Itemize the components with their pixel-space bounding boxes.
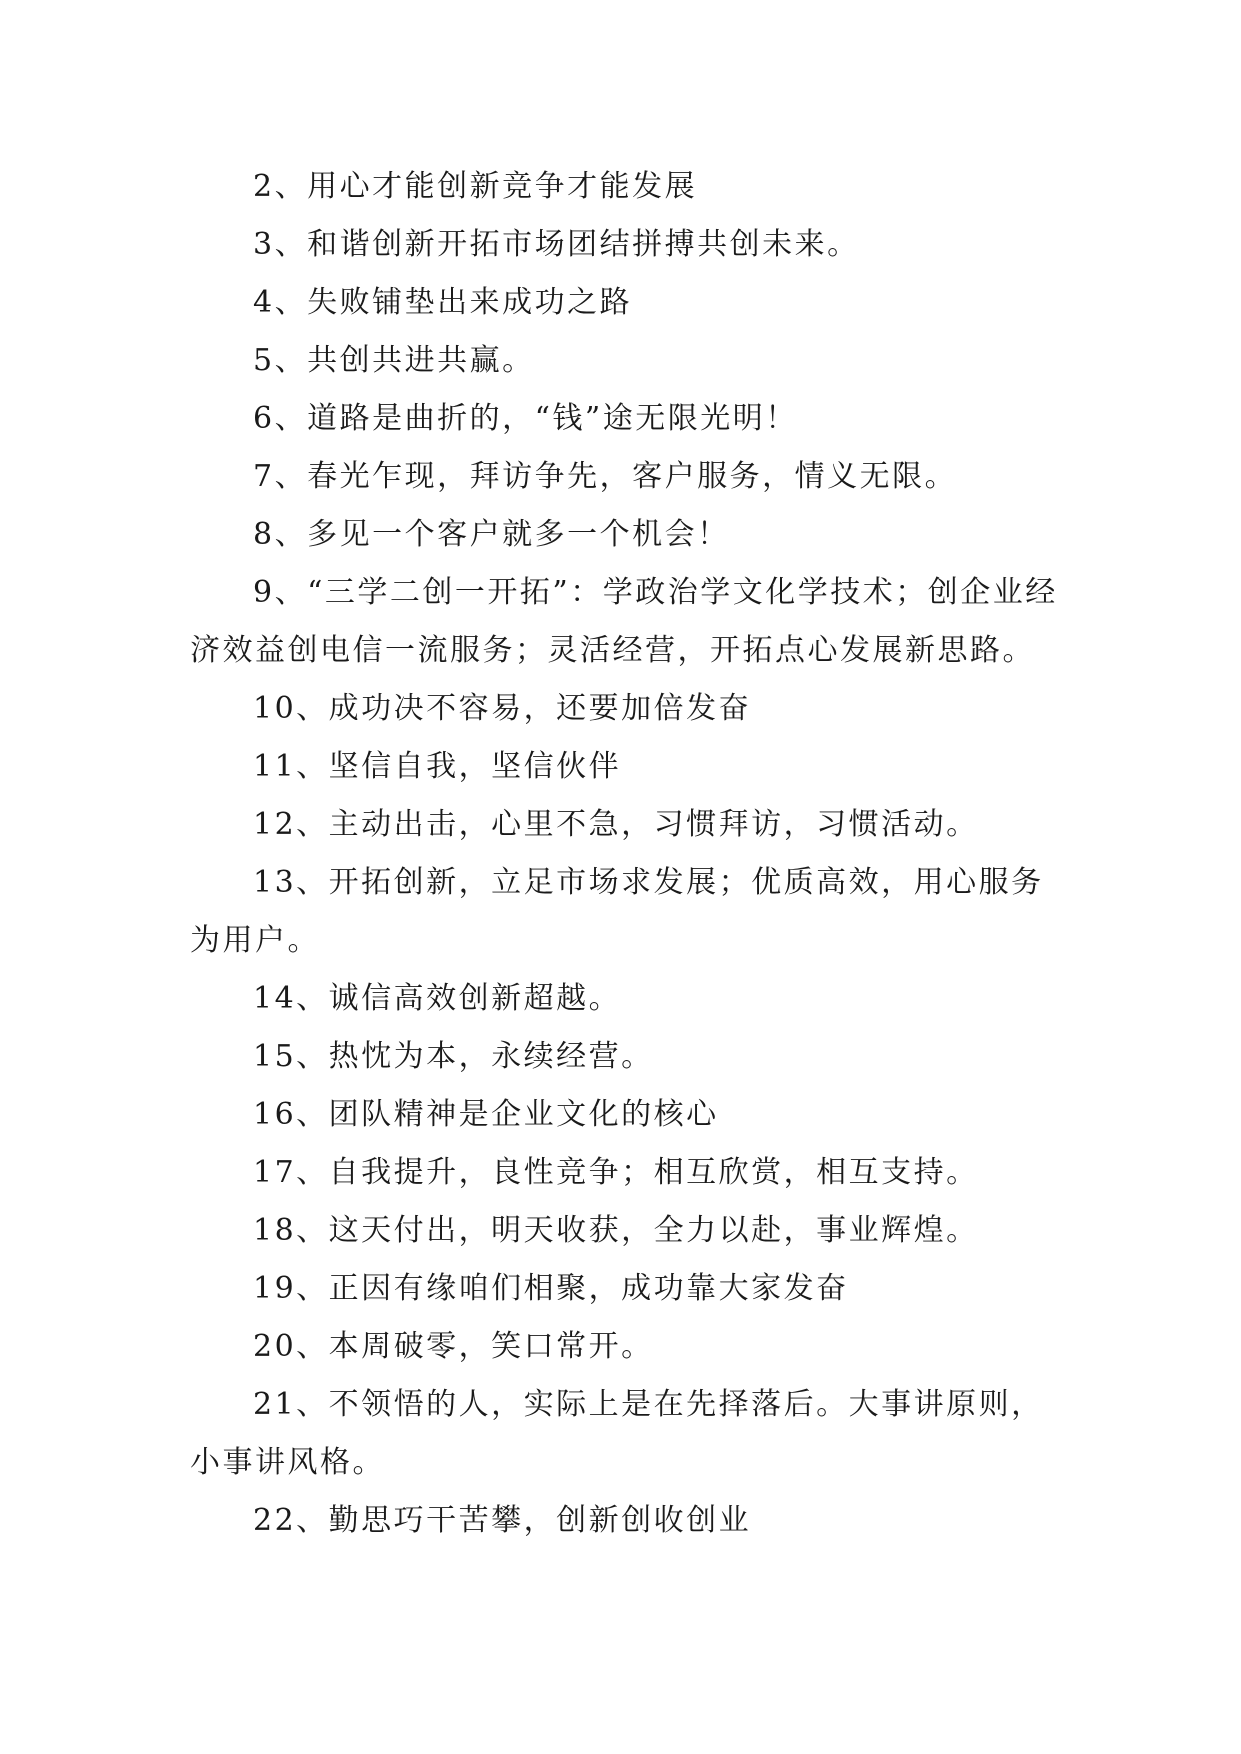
list-item: 4、失败铺垫出来成功之路 [253, 285, 633, 320]
list-item: 10、成功决不容易，还要加倍发奋 [253, 691, 752, 726]
list-item: 9、“三学二创一开拓”：学政治学文化学技术；创企业经济效益创电信一流服务；灵活经营，开拓点心发展新思路。 [190, 575, 1058, 668]
list-item: 2、用心才能创新竞争才能发展 [253, 169, 698, 204]
list-item: 16、团队精神是企业文化的核心 [253, 1097, 719, 1132]
slogan-list [190, 158, 1060, 1550]
list-item: 22、勤思巧干苦攀，创新创收创业 [253, 1503, 752, 1538]
list-item: 20、本周破零，笑口常开。 [253, 1329, 654, 1364]
list-item: 6、道路是曲折的，“钱”途无限光明！ [253, 401, 798, 436]
list-item: 14、诚信高效创新超越。 [253, 981, 622, 1016]
list-item: 3、和谐创新开拓市场团结拼搏共创未来。 [253, 227, 860, 262]
list-item: 18、这天付出，明天收获，全力以赴，事业辉煌。 [253, 1213, 979, 1248]
list-item: 13、开拓创新，立足市场求发展；优质高效，用心服务为用户。 [190, 865, 1044, 958]
list-item: 7、春光乍现，拜访争先，客户服务，情义无限。 [253, 459, 958, 494]
list-item: 11、坚信自我，坚信伙伴 [253, 749, 622, 784]
list-item: 21、不领悟的人，实际上是在先择落后。大事讲原则，小事讲风格。 [190, 1387, 1044, 1480]
list-item: 5、共创共进共赢。 [253, 343, 535, 378]
list-item: 15、热忱为本，永续经营。 [253, 1039, 654, 1074]
list-item: 19、正因有缘咱们相聚，成功靠大家发奋 [253, 1271, 849, 1306]
list-item: 8、多见一个客户就多一个机会！ [253, 517, 730, 552]
list-item: 17、自我提升，良性竞争；相互欣赏，相互支持。 [253, 1155, 979, 1190]
list-item: 12、主动出击，心里不急，习惯拜访，习惯活动。 [253, 807, 979, 842]
